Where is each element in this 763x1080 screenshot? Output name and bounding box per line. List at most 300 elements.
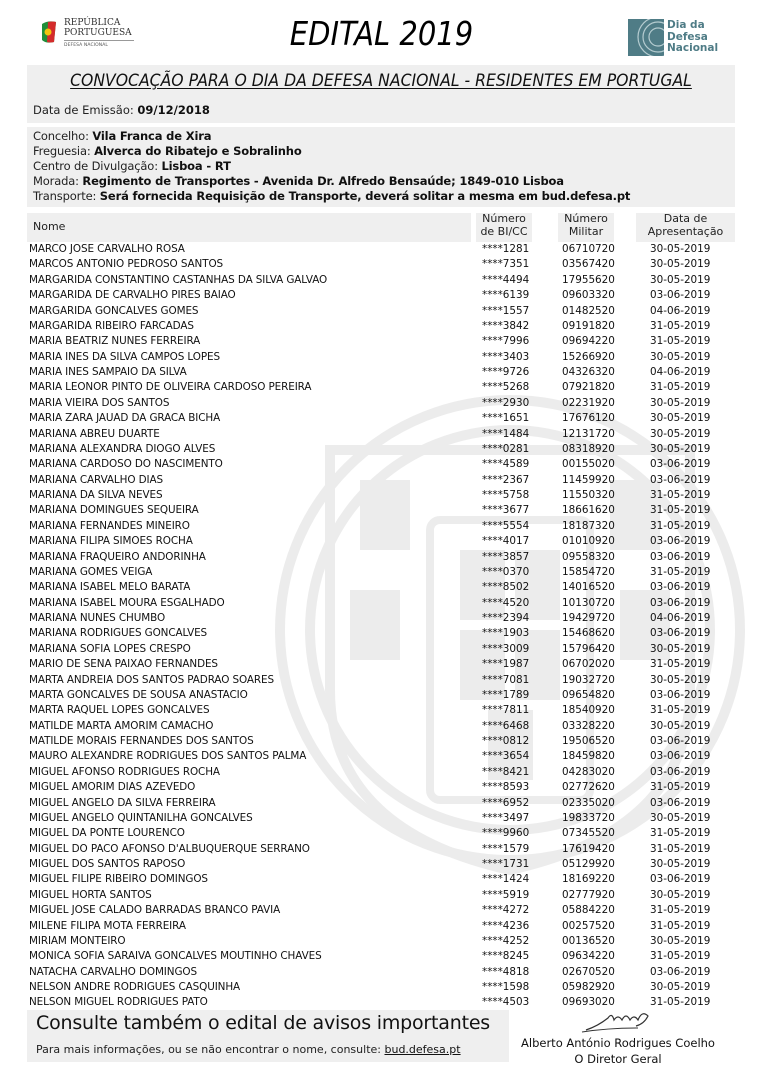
presentation-date-cell: 30-05-2019 — [650, 858, 711, 870]
presentation-date-cell: 31-05-2019 — [650, 565, 711, 578]
military-number-cell: 05982920 — [562, 981, 615, 993]
military-number-cell: 11459920 — [562, 473, 615, 486]
military-number-cell: 00155020 — [562, 458, 615, 471]
table-row — [0, 611, 763, 626]
name-cell: MIGUEL ANGELO DA SILVA FERREIRA — [29, 796, 216, 809]
table-row — [0, 872, 763, 887]
military-number-cell: 09654820 — [562, 688, 615, 701]
bud-defesa-link[interactable]: bud.defesa.pt — [384, 1043, 461, 1056]
table-row — [0, 703, 763, 718]
table-row — [0, 457, 763, 472]
presentation-date-cell: 30-05-2019 — [650, 258, 711, 271]
military-number-cell: 09603320 — [562, 289, 615, 302]
military-number-cell: 06702020 — [562, 658, 615, 671]
table-row — [0, 626, 763, 641]
bi-cell: ****4272 — [482, 904, 530, 917]
name-cell: MARTA RAQUEL LOPES GONCALVES — [29, 704, 210, 717]
presentation-date-cell: 30-05-2019 — [650, 442, 711, 455]
name-cell: MARIANA ABREU DUARTE — [29, 427, 160, 440]
military-number-cell: 07345520 — [562, 827, 615, 840]
presentation-date-cell: 30-05-2019 — [650, 412, 711, 425]
military-number-cell: 02231920 — [562, 396, 615, 409]
logo-text-republica: REPÚBLICA — [64, 18, 121, 28]
presentation-date-cell: 03-06-2019 — [650, 596, 711, 609]
header-mil-line1: Número — [564, 212, 608, 225]
presentation-date-cell: 30-05-2019 — [650, 427, 711, 440]
name-cell: MIGUEL ANGELO QUINTANILHA GONCALVES — [29, 811, 253, 824]
morada-line — [33, 174, 564, 188]
presentation-date-cell: 30-05-2019 — [650, 811, 711, 824]
table-row — [0, 657, 763, 672]
bi-cell: ****0812 — [482, 735, 530, 747]
presentation-date-cell: 30-05-2019 — [650, 673, 711, 686]
emission-date — [33, 103, 210, 117]
presentation-date-cell: 03-06-2019 — [650, 473, 711, 486]
presentation-date-cell: 30-05-2019 — [650, 243, 711, 255]
bi-cell: ****3403 — [482, 350, 530, 363]
military-number-cell: 18459820 — [562, 750, 615, 763]
presentation-date-cell: 31-05-2019 — [650, 658, 711, 671]
military-number-cell: 04326320 — [562, 366, 615, 378]
name-cell: MARCOS ANTONIO PEDROSO SANTOS — [29, 258, 224, 271]
presentation-date-cell: 03-06-2019 — [650, 550, 711, 563]
header-bi-line1: Número — [482, 212, 526, 225]
name-cell: MIGUEL DA PONTE LOURENCO — [29, 827, 185, 840]
table-row — [0, 273, 763, 288]
name-cell: MARCO JOSE CARVALHO ROSA — [29, 243, 185, 255]
bi-cell: ****0370 — [482, 565, 530, 578]
presentation-date-cell: 30-05-2019 — [650, 934, 711, 947]
name-cell: MARIANA SOFIA LOPES CRESPO — [29, 642, 191, 655]
military-number-cell: 00257520 — [562, 919, 615, 932]
table-row — [0, 642, 763, 657]
signer-role: O Diretor Geral — [574, 1052, 662, 1066]
bi-cell: ****1579 — [482, 842, 530, 855]
military-number-cell: 18540920 — [562, 704, 615, 717]
concelho-label: Concelho: — [33, 129, 89, 143]
presentation-date-cell: 31-05-2019 — [650, 489, 711, 501]
bi-cell: ****7996 — [482, 335, 530, 348]
bi-cell: ****7081 — [482, 673, 530, 686]
table-row — [0, 719, 763, 734]
military-number-cell: 05884220 — [562, 904, 615, 917]
bi-cell: ****5919 — [482, 888, 530, 901]
centro-label: Centro de Divulgação: — [33, 159, 158, 173]
ddn-text-2: Defesa — [667, 30, 708, 43]
name-cell: MARIANA FERNANDES MINEIRO — [29, 519, 190, 532]
table-row — [0, 519, 763, 534]
table-row — [0, 380, 763, 395]
bi-cell: ****2930 — [482, 396, 530, 409]
table-row — [0, 288, 763, 303]
presentation-date-cell: 31-05-2019 — [650, 381, 711, 394]
presentation-date-cell: 30-05-2019 — [650, 981, 711, 993]
table-row — [0, 319, 763, 334]
presentation-date-cell: 03-06-2019 — [650, 873, 711, 886]
bi-cell: ****1557 — [482, 304, 530, 317]
bi-cell: ****7811 — [482, 704, 530, 717]
name-cell: MARIANA ISABEL MELO BARATA — [29, 581, 191, 594]
morada-label: Morada: — [33, 174, 79, 188]
convocation-box — [27, 65, 735, 123]
name-cell: MILENE FILIPA MOTA FERREIRA — [29, 919, 186, 932]
presentation-date-cell: 04-06-2019 — [650, 612, 711, 624]
table-row — [0, 688, 763, 703]
freguesia-line — [33, 144, 302, 158]
bi-cell: ****4494 — [482, 273, 530, 286]
presentation-date-cell: 31-05-2019 — [650, 904, 711, 917]
military-number-cell: 15854720 — [562, 565, 615, 578]
military-number-cell: 19032720 — [562, 673, 615, 686]
footer-info-text: Para mais informações, ou se não encontrar o nome, consulte: — [36, 1043, 381, 1056]
military-number-cell: 02670520 — [562, 965, 615, 978]
header-data-line2: Apresentação — [647, 224, 724, 238]
table-row — [0, 934, 763, 949]
concelho-value: Vila Franca de Xira — [92, 129, 212, 143]
morada-value: Regimento de Transportes - Avenida Dr. Alfredo Bensaúde; 1849-010 Lisboa — [82, 174, 564, 188]
table-row — [0, 749, 763, 764]
presentation-date-cell: 03-06-2019 — [650, 735, 711, 747]
presentation-date-cell: 03-06-2019 — [650, 796, 711, 809]
military-number-cell: 04283020 — [562, 765, 615, 778]
transporte-value: Será fornecida Requisição de Transporte, deverá solitar a mesma em bud.defesa.pt — [99, 189, 631, 203]
convocation-title: CONVOCAÇÃO PARA O DIA DA DEFESA NACIONAL - RESIDENTES EM PORTUGAL — [70, 71, 692, 91]
name-cell: MIGUEL JOSE CALADO BARRADAS BRANCO PAVIA — [29, 904, 281, 917]
name-cell: MARGARIDA DE CARVALHO PIRES BAIAO — [29, 289, 236, 302]
signer-name: Alberto António Rodrigues Coelho — [521, 1036, 715, 1050]
bi-cell: ****1651 — [482, 412, 530, 425]
header-nome-label: Nome — [33, 220, 66, 233]
name-cell: MARIANA FRAQUEIRO ANDORINHA — [29, 550, 206, 563]
military-number-cell: 03567420 — [562, 258, 615, 271]
bi-cell: ****4520 — [482, 596, 530, 609]
presentation-date-cell: 31-05-2019 — [650, 996, 711, 1009]
bi-cell: ****2367 — [482, 473, 530, 486]
table-row — [0, 734, 763, 749]
presentation-date-cell: 30-05-2019 — [650, 396, 711, 409]
table-row — [0, 350, 763, 365]
signature-icon — [578, 1008, 658, 1034]
bi-cell: ****1281 — [482, 243, 530, 255]
military-number-cell: 02772620 — [562, 781, 615, 794]
transporte-line — [33, 189, 630, 203]
footer-notice-box — [27, 1010, 509, 1062]
ddn-text-3: Nacional — [667, 42, 719, 54]
presentation-date-cell: 31-05-2019 — [650, 504, 711, 517]
concelho-line — [33, 129, 211, 143]
ddn-emblem-icon — [628, 19, 664, 56]
military-number-cell: 05129920 — [562, 858, 615, 870]
name-cell: MARIO DE SENA PAIXAO FERNANDES — [29, 658, 218, 671]
military-number-cell: 09634220 — [562, 950, 615, 963]
table-row — [0, 596, 763, 611]
presentation-date-cell: 03-06-2019 — [650, 581, 711, 594]
name-cell: MIGUEL AMORIM DIAS AZEVEDO — [29, 781, 196, 794]
bi-cell: ****0281 — [482, 442, 530, 455]
name-cell: MIGUEL FILIPE RIBEIRO DOMINGOS — [29, 873, 208, 886]
name-cell: MARIA VIEIRA DOS SANTOS — [29, 396, 170, 409]
column-header-nome — [27, 213, 471, 242]
military-number-cell: 15468620 — [562, 627, 615, 640]
bi-cell: ****1903 — [482, 627, 530, 640]
emission-value: 09/12/2018 — [137, 103, 210, 117]
presentation-date-cell: 03-06-2019 — [650, 458, 711, 471]
presentation-date-cell: 30-05-2019 — [650, 719, 711, 732]
table-row — [0, 503, 763, 518]
footer-notice: Consulte também o edital de avisos importantes — [36, 1012, 491, 1034]
table-row — [0, 796, 763, 811]
name-cell: MARGARIDA CONSTANTINO CASTANHAS DA SILVA GALVAO — [29, 273, 328, 286]
column-header-bi — [476, 213, 532, 242]
table-row — [0, 811, 763, 826]
name-cell: MARIA INES DA SILVA CAMPOS LOPES — [29, 350, 220, 363]
table-row — [0, 396, 763, 411]
bi-cell: ****4252 — [482, 934, 530, 947]
presentation-date-cell: 03-06-2019 — [650, 535, 711, 548]
name-cell: NELSON ANDRE RODRIGUES CASQUINHA — [29, 981, 241, 993]
table-row — [0, 534, 763, 549]
signature-block — [518, 1008, 718, 1072]
name-cell: MARIANA ISABEL MOURA ESGALHADO — [29, 596, 225, 609]
name-cell: MIGUEL HORTA SANTOS — [29, 888, 152, 901]
freguesia-value: Alverca do Ribatejo e Sobralinho — [94, 144, 302, 158]
military-number-cell: 19506520 — [562, 735, 615, 747]
name-cell: MARGARIDA RIBEIRO FARCADAS — [29, 319, 194, 332]
military-number-cell: 18661620 — [562, 504, 615, 517]
table-row — [0, 673, 763, 688]
name-cell: MIRIAM MONTEIRO — [29, 934, 126, 947]
name-cell: MARTA GONCALVES DE SOUSA ANASTACIO — [29, 688, 248, 701]
bi-cell: ****3654 — [482, 750, 530, 763]
name-cell: MARIANA ALEXANDRA DIOGO ALVES — [29, 442, 216, 455]
table-row — [0, 765, 763, 780]
table-row — [0, 903, 763, 918]
bi-cell: ****7351 — [482, 258, 530, 271]
military-number-cell: 08318920 — [562, 442, 615, 455]
table-row — [0, 980, 763, 995]
bi-cell: ****9960 — [482, 827, 530, 840]
presentation-date-cell: 03-06-2019 — [650, 688, 711, 701]
name-cell: MARIA ZARA JAUAD DA GRACA BICHA — [29, 412, 221, 425]
presentation-date-cell: 03-06-2019 — [650, 765, 711, 778]
presentation-date-cell: 31-05-2019 — [650, 827, 711, 840]
name-cell: MARIA LEONOR PINTO DE OLIVEIRA CARDOSO PEREIRA — [29, 381, 312, 394]
military-number-cell: 01482520 — [562, 304, 615, 317]
military-number-cell: 06710720 — [562, 243, 615, 255]
table-row — [0, 427, 763, 442]
name-cell: MARIA BEATRIZ NUNES FERREIRA — [29, 335, 201, 348]
presentation-date-cell: 31-05-2019 — [650, 781, 711, 794]
military-number-cell: 02335020 — [562, 796, 615, 809]
military-number-cell: 03328220 — [562, 719, 615, 732]
bi-cell: ****4589 — [482, 458, 530, 471]
military-number-cell: 00136520 — [562, 934, 615, 947]
logo-text-defesa-nacional: DEFESA NACIONAL — [64, 43, 109, 48]
military-number-cell: 09191820 — [562, 319, 615, 332]
bi-cell: ****4017 — [482, 535, 530, 548]
presentation-date-cell: 30-05-2019 — [650, 350, 711, 363]
table-row — [0, 365, 763, 380]
dia-da-defesa-nacional-logo — [628, 19, 723, 57]
presentation-date-cell: 04-06-2019 — [650, 366, 711, 378]
name-cell: MONICA SOFIA SARAIVA GONCALVES MOUTINHO CHAVES — [29, 950, 322, 963]
military-number-cell: 09558320 — [562, 550, 615, 563]
military-number-cell: 19429720 — [562, 612, 615, 624]
header-data-line1: Data de — [663, 212, 708, 225]
presentation-date-cell: 31-05-2019 — [650, 319, 711, 332]
table-row — [0, 949, 763, 964]
presentation-date-cell: 30-05-2019 — [650, 642, 711, 655]
location-info-box — [27, 127, 735, 207]
name-cell: MAURO ALEXANDRE RODRIGUES DOS SANTOS PALMA — [29, 750, 307, 763]
name-cell: MIGUEL AFONSO RODRIGUES ROCHA — [29, 765, 220, 778]
bi-cell: ****5758 — [482, 489, 530, 501]
name-cell: MARIANA CARDOSO DO NASCIMENTO — [29, 458, 223, 471]
bi-cell: ****6952 — [482, 796, 530, 809]
bi-cell: ****1789 — [482, 688, 530, 701]
name-cell: MARIANA CARVALHO DIAS — [29, 473, 163, 486]
name-cell: MARIA INES SAMPAIO DA SILVA — [29, 366, 187, 378]
bi-cell: ****8421 — [482, 765, 530, 778]
military-number-cell: 17676120 — [562, 412, 615, 425]
name-cell: MARIANA DOMINGUES SEQUEIRA — [29, 504, 199, 517]
centro-line — [33, 159, 231, 173]
bi-cell: ****4818 — [482, 965, 530, 978]
presentation-date-cell: 03-06-2019 — [650, 750, 711, 763]
table-row — [0, 442, 763, 457]
bi-cell: ****1484 — [482, 427, 530, 440]
military-number-cell: 11550320 — [562, 489, 615, 501]
transporte-label: Transporte: — [33, 189, 97, 203]
military-number-cell: 18187320 — [562, 519, 615, 532]
table-row — [0, 488, 763, 503]
freguesia-label: Freguesia: — [33, 144, 91, 158]
military-number-cell: 18169220 — [562, 873, 615, 886]
presentation-date-cell: 30-05-2019 — [650, 273, 711, 286]
bi-cell: ****8593 — [482, 781, 530, 794]
emission-label: Data de Emissão: — [33, 103, 134, 117]
table-row — [0, 304, 763, 319]
table-row — [0, 242, 763, 257]
bi-cell: ****4236 — [482, 919, 530, 932]
table-row — [0, 334, 763, 349]
table-row — [0, 888, 763, 903]
presentation-date-cell: 31-05-2019 — [650, 519, 711, 532]
presentation-date-cell: 04-06-2019 — [650, 304, 711, 317]
bi-cell: ****9726 — [482, 366, 530, 378]
bi-cell: ****3842 — [482, 319, 530, 332]
presentation-date-cell: 30-05-2019 — [650, 888, 711, 901]
name-cell: MARIANA FILIPA SIMOES ROCHA — [29, 535, 193, 548]
presentation-date-cell: 03-06-2019 — [650, 965, 711, 978]
table-row — [0, 965, 763, 980]
presentation-date-cell: 31-05-2019 — [650, 335, 711, 348]
name-cell: MARIANA NUNES CHUMBO — [29, 612, 166, 624]
military-number-cell: 14016520 — [562, 581, 615, 594]
military-number-cell: 19833720 — [562, 811, 615, 824]
name-cell: NELSON MIGUEL RODRIGUES PATO — [29, 996, 208, 1009]
bi-cell: ****1731 — [482, 858, 530, 870]
column-header-militar — [558, 213, 614, 242]
footer-info — [36, 1043, 461, 1056]
table-row — [0, 550, 763, 565]
logo-text-portuguesa: PORTUGUESA — [64, 28, 132, 38]
name-cell: MIGUEL DOS SANTOS RAPOSO — [29, 858, 186, 870]
military-number-cell: 09693020 — [562, 996, 615, 1009]
military-number-cell: 12131720 — [562, 427, 615, 440]
ddn-text-1: Dia da — [667, 19, 705, 31]
table-row — [0, 411, 763, 426]
bi-cell: ****8502 — [482, 581, 530, 594]
page-header — [0, 0, 763, 62]
bi-cell: ****1598 — [482, 981, 530, 993]
military-number-cell: 17955620 — [562, 273, 615, 286]
header-mil-line2: Militar — [568, 224, 604, 238]
name-cell: MATILDE MARTA AMORIM CAMACHO — [29, 719, 214, 732]
military-number-cell: 15266920 — [562, 350, 615, 363]
column-header-data — [636, 213, 735, 242]
name-cell: MARIANA GOMES VEIGA — [29, 565, 153, 578]
bi-cell: ****3497 — [482, 811, 530, 824]
military-number-cell: 10130720 — [562, 596, 615, 609]
table-row — [0, 473, 763, 488]
military-number-cell: 01010920 — [562, 535, 615, 548]
name-cell: MATILDE MORAIS FERNANDES DOS SANTOS — [29, 735, 254, 747]
name-cell: NATACHA CARVALHO DOMINGOS — [29, 965, 197, 978]
table-row — [0, 857, 763, 872]
presentation-date-cell: 03-06-2019 — [650, 289, 711, 302]
bi-cell: ****2394 — [482, 612, 530, 624]
presentation-date-cell: 31-05-2019 — [650, 704, 711, 717]
name-cell: MARIANA RODRIGUES GONCALVES — [29, 627, 208, 640]
presentation-date-cell: 31-05-2019 — [650, 919, 711, 932]
military-number-cell: 15796420 — [562, 642, 615, 655]
name-cell: MARGARIDA GONCALVES GOMES — [29, 304, 199, 317]
convocation-table-body — [0, 242, 763, 1011]
name-cell: MARIANA DA SILVA NEVES — [29, 489, 163, 501]
centro-value: Lisboa - RT — [161, 159, 231, 173]
name-cell: MIGUEL DO PACO AFONSO D'ALBUQUERQUE SERRANO — [29, 842, 310, 855]
military-number-cell: 09694220 — [562, 335, 615, 348]
page-title: EDITAL 2019 — [289, 14, 474, 53]
military-number-cell: 17619420 — [562, 842, 615, 855]
military-number-cell: 02777920 — [562, 888, 615, 901]
bi-cell: ****1424 — [482, 873, 530, 886]
table-row — [0, 919, 763, 934]
name-cell: MARTA ANDREIA DOS SANTOS PADRAO SOARES — [29, 673, 274, 686]
military-number-cell: 07921820 — [562, 381, 615, 394]
bi-cell: ****3857 — [482, 550, 530, 563]
header-bi-line2: de BI/CC — [480, 224, 528, 238]
presentation-date-cell: 31-05-2019 — [650, 842, 711, 855]
bi-cell: ****5554 — [482, 519, 530, 532]
bi-cell: ****3677 — [482, 504, 530, 517]
table-row — [0, 826, 763, 841]
presentation-date-cell: 03-06-2019 — [650, 627, 711, 640]
table-row — [0, 780, 763, 795]
table-row — [0, 257, 763, 272]
table-row — [0, 565, 763, 580]
bi-cell: ****3009 — [482, 642, 530, 655]
table-row — [0, 842, 763, 857]
bi-cell: ****6139 — [482, 289, 530, 302]
bi-cell: ****6468 — [482, 719, 530, 732]
table-row — [0, 580, 763, 595]
bi-cell: ****4503 — [482, 996, 530, 1009]
bi-cell: ****1987 — [482, 658, 530, 671]
bi-cell: ****8245 — [482, 950, 530, 963]
presentation-date-cell: 31-05-2019 — [650, 950, 711, 963]
